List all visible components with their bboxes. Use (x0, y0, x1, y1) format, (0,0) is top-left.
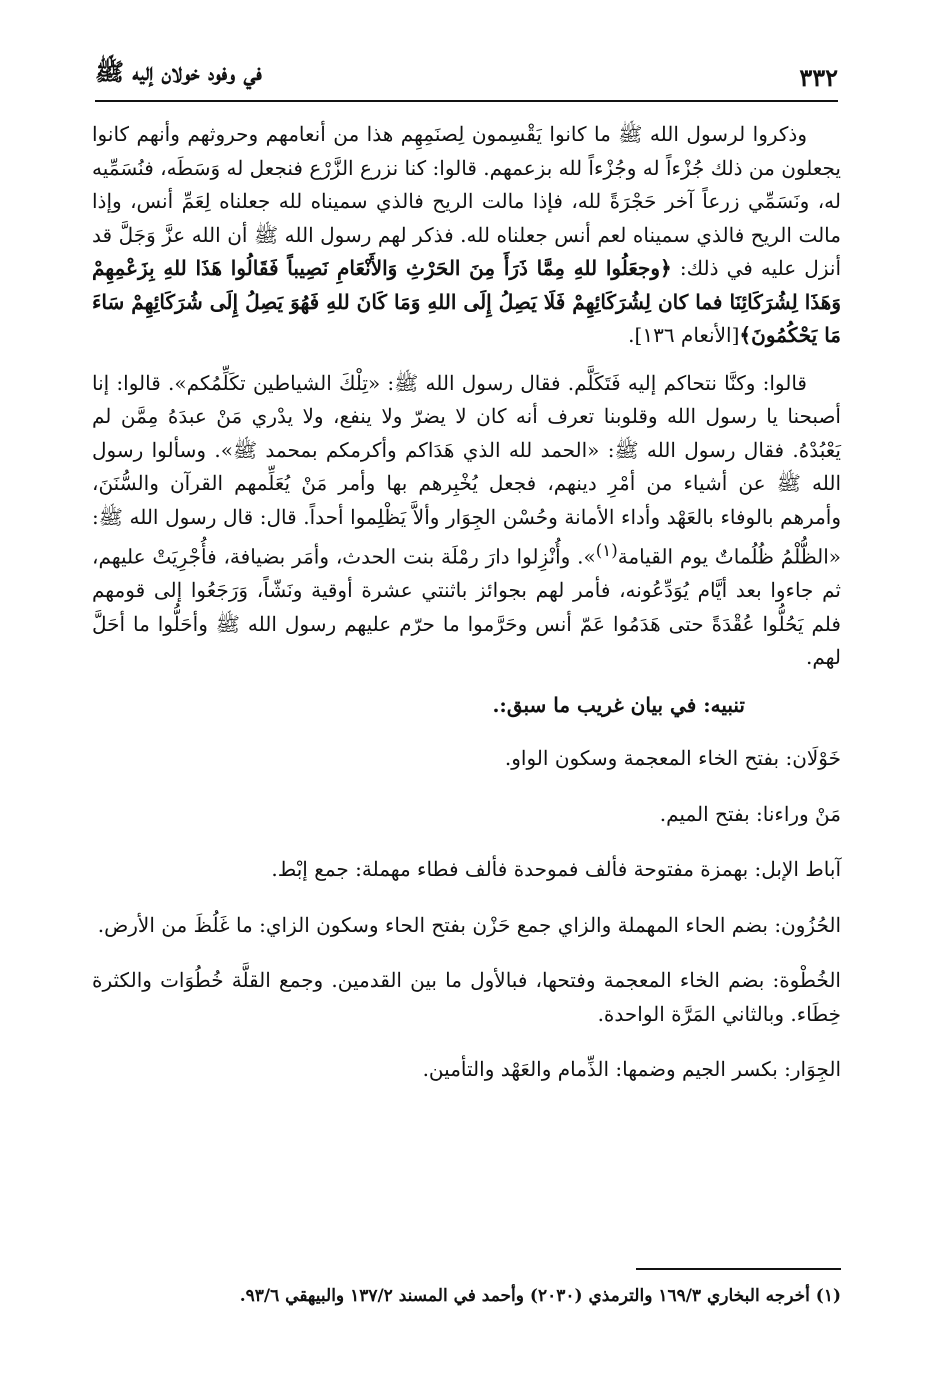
main-text (92, 118, 841, 1109)
gloss-entry: آباط الإبل: بهمزة مفتوحة فألف فموحدة فألف فطاء مهملة: جمع إبْط. (271, 857, 841, 882)
paragraph-2 (92, 367, 841, 675)
note-heading: تنبيه: في بيان غريب ما سبق:. (492, 692, 745, 717)
running-title: في وفود خولان إليه ﷺ (95, 57, 262, 86)
footnote-marker: (١) (595, 541, 618, 560)
paragraph-1 (92, 118, 841, 353)
header-rule (95, 100, 838, 102)
verse-reference: [الأنعام ١٣٦]. (628, 323, 740, 347)
paragraph-2-continued: ». وأُنْزِلوا دارَ رمْلَة بنت الحدث، وأمَر بضيافة، فأُجْرِيَتْ عليهم، ثم جاءوا بعد أيَّام يُوَدِّعُونه، فأمر لهم بجوائز باثنتي عشرة أوقية ونَشّاً، وَرَجَعُوا إلى قومهم فلم يَحُلُّوا عُقْدَةً حتى هَدَمُوا عَمّ أنس وحَرَّموا ما حرّم عليهم رسول الله ﷺ وأحَلُّوا ما أحَلَّ لهم. (92, 544, 841, 670)
paragraph-1-text: وذكروا لرسول الله ﷺ ما كانوا يَقْسِمون لِصنَمِهِم هذا من أنعامهم وحروثهم وأنهم كانوا يجعلون من ذلك جُزْءاً له وجُزْءاً لله بزعمهم. قالوا: كنا نزرع الزَّرْع فنجعل له وَسَطَه، فنُسَمِّيه له، ونَسَمِّي زرعاً آخر حَجْرَةً لله، فإذا مالت الريح فالذي سميناه لله جعلناه لِعَمِّ أنس، وإذا مالت الريح فالذي سميناه لعم أنس جعلناه لله. فذكر لهم رسول الله ﷺ أن الله عزَّ وَجَلَّ قد أنزل عليه في ذلك: (92, 122, 842, 280)
gloss-entry: الجِوَار: بكسر الجيم وضمها: الذِّمام والعَهْد والتأمين. (422, 1057, 841, 1082)
gloss-entry: الخُطْوة: بضم الخاء المعجمة وفتحها، فبالأول ما بين القدمين. وجمع القلَّة خُطُوَات والكثرة خِطَاء. وبالثاني المَرَّة الواحدة. (92, 968, 841, 1026)
footnote: (١) أخرجه البخاري ١٦٩/٣ والترمذي (٢٠٣٠) وأحمد في المسند ١٣٧/٢ والبيهقي ٩٣/٦. (239, 1286, 841, 1306)
paragraph-2-text: قالوا: وكنَّا نتحاكم إليه فَتَكَلَّم. فقال رسول الله ﷺ: «تِلْكَ الشياطين تكَلِّمُكم». قالوا: إنا أصبحنا يا رسول الله وقلوبنا تعرف أنه كان لا يضرّ ولا ينفع، ولا يدْري مَنْ عبدَهُ مِمَّن لم يَعْبُدْهُ. فقال رسول الله ﷺ: «الحمد لله الذي هَدَاكم وأكرمكم بمحمد ﷺ». وسألوا رسول الله ﷺ عن أشياء من أمْرِ دينهم، فجعل يُخْبِرهم بها وأمر مَنْ يُعَلِّمهم القرآن والسُّنَنَ، وأمرهم بالوفاء بالعَهْد وأداء الأمانة وحُسْن الجِوَار وألاَّ يَظْلِموا أحداً. قال: قال رسول الله ﷺ: «الظُّلْمُ ظُلُماتٌ يوم القيامة (92, 370, 842, 569)
quran-verse: ﴿وجعَلُوا للهِ مِمَّا ذَرَأَ مِنَ الحَرْثِ وَالأَنْعَامِ نَصِيباً فَقَالُوا هَذَا للهِ بِزَعْمِهِمْ وَهَذَا لِشُرَكَائِنَا فما كان لِشُرَكَائِهِمْ فَلَا يَصِلُ إِلَى اللهِ وَمَا كَانَ للهِ فَهُوَ يَصِلُ إِلَى شُرَكَائِهِمْ سَاءَ مَا يَحْكُمُونَ﴾ (92, 256, 841, 347)
gloss-entry: الحُزُون: بضم الحاء المهملة والزاي جمع حَزْن بفتح الحاء وسكون الزاي: ما غَلُظَ من الأرض. (97, 912, 841, 937)
page-number: ٣٣٢ (799, 63, 838, 92)
page-header (95, 52, 838, 92)
gloss-entry: خَوْلَان: بفتح الخاء المعجمة وسكون الواو. (504, 746, 841, 771)
footnote-rule (636, 1268, 841, 1270)
gloss-entry: مَنْ وراءنا: بفتح الميم. (659, 801, 841, 826)
